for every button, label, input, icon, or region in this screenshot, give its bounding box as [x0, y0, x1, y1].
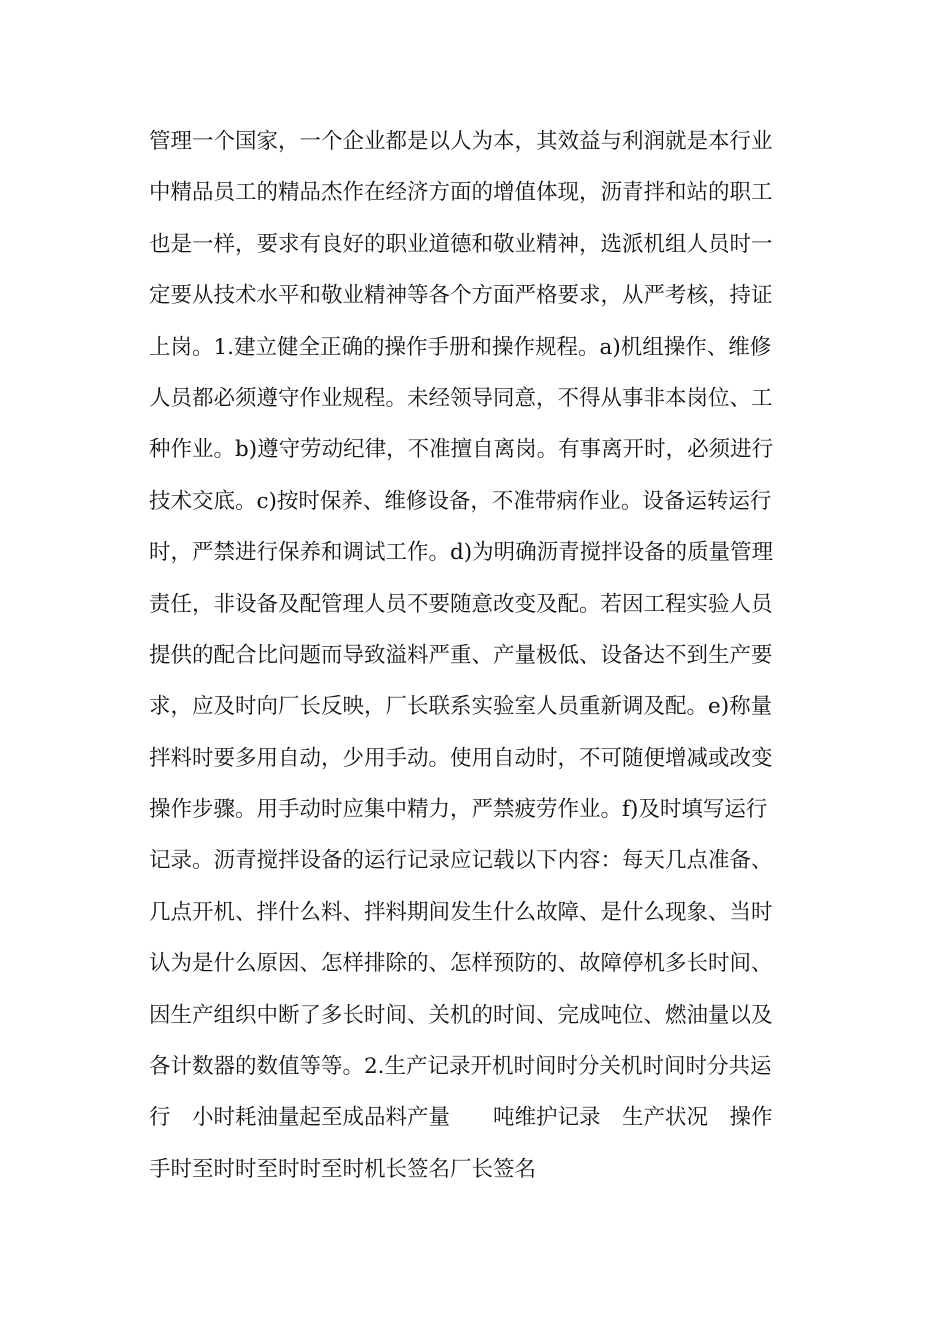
text-line: 管理一个国家，一个企业都是以人为本，其效益与利润就是本行业: [149, 129, 773, 154]
text-line: 责任，非设备及配管理人员不要随意改变及配。若因工程实验人员: [149, 591, 773, 617]
text-line: 手时至时时至时时至时机长签名厂长签名: [149, 1156, 537, 1182]
text-line: 中精品员工的精品杰作在经济方面的增值体现，沥青拌和站的职工: [149, 180, 773, 206]
text-line: 行 小时耗油量起至成品料产量 吨维护记录 生产状况 操作: [149, 1105, 773, 1131]
text-line: 记录。沥青搅拌设备的运行记录应记载以下内容：每天几点准备、: [149, 848, 773, 874]
text-line: 操作步骤。用手动时应集中精力，严禁疲劳作业。f)及时填写运行: [149, 797, 768, 823]
text-line: 定要从技术水平和敬业精神等各个方面严格要求，从严考核，持证: [149, 283, 773, 309]
text-line: 种作业。b)遵守劳动纪律，不准擅自离岗。有事离开时，必须进行: [149, 437, 774, 463]
body-paragraph: [149, 116, 809, 1195]
text-line: 上岗。1.建立健全正确的操作手册和操作规程。a)机组操作、维修: [149, 334, 772, 360]
text-line: 人员都必须遵守作业规程。未经领导同意，不得从事非本岗位、工: [149, 385, 773, 411]
text-line: 也是一样，要求有良好的职业道德和敬业精神，选派机组人员时一: [149, 231, 773, 257]
text-line: 因生产组织中断了多长时间、关机的时间、完成吨位、燃油量以及: [149, 1002, 773, 1028]
text-line: 时，严禁进行保养和调试工作。d)为明确沥青搅拌设备的质量管理: [149, 540, 774, 566]
text-line: 拌料时要多用自动，少用手动。使用自动时，不可随便增减或改变: [149, 745, 773, 771]
text-line: 各计数器的数值等等。2.生产记录开机时间时分关机时间时分共运: [149, 1054, 772, 1080]
text-line: 求，应及时向厂长反映，厂长联系实验室人员重新调及配。e)称量: [149, 694, 773, 720]
text-line: 认为是什么原因、怎样排除的、怎样预防的、故障停机多长时间、: [149, 951, 773, 977]
text-line: 技术交底。c)按时保养、维修设备，不准带病作业。设备运转运行: [149, 488, 772, 514]
text-line: 提供的配合比问题而导致溢料严重、产量极低、设备达不到生产要: [149, 642, 773, 668]
text-line: 几点开机、拌什么料、拌料期间发生什么故障、是什么现象、当时: [149, 899, 773, 925]
